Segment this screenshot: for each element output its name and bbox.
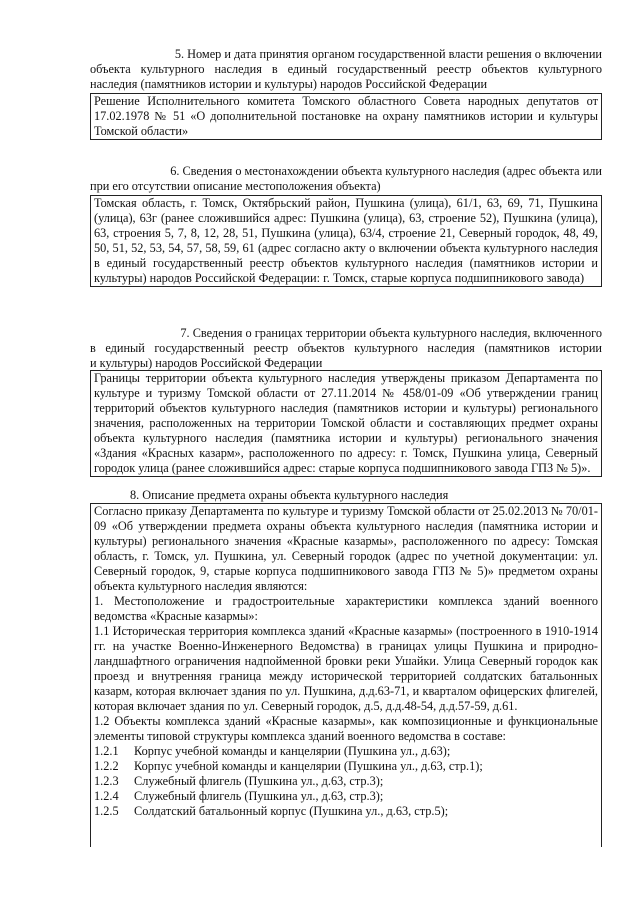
section-7-heading-line-3: и культуры) народов Российской Федерации (90, 356, 323, 370)
section-6-heading-line-1: 6. Сведения о местонахождении объекта культурного наследия (адрес объекта или (170, 164, 602, 178)
section-7-box (90, 370, 602, 477)
list-item-text: Корпус учебной команды и канцелярии (Пушкина ул., д.63); (134, 744, 451, 758)
list-item (94, 759, 598, 774)
section-8-paragraph-1-1: 1.1 Историческая территория комплекса зданий «Красные казармы» (построенного в 1910-1914 гг. на участке Военно-Инженерного Ведомства) в границах улицы Пушкина и природно-ландшафтного ограничения надпойменной бровки реки Ушайки. Улица Северный городок как проезд и внутренняя граница между исторической территорией солдатских батальонных казарм, которая включает здания по ул. Пушкина, д.д.63-71, и кварталом офицерских флигелей, которая включает здания по ул. Северный городок, д.5, д.д.48-54, д.д.57-59, д.61. (94, 624, 598, 713)
list-item-number: 1.2.4 (94, 789, 119, 803)
section-7-heading-line-1: 7. Сведения о границах территории объекта культурного наследия, включенного (180, 326, 602, 340)
section-8-box (90, 503, 602, 847)
section-5-heading-line-1: 5. Номер и дата принятия органом государственной власти решения о включении (174, 47, 602, 61)
section-5-heading (90, 47, 602, 92)
list-item (94, 804, 598, 819)
list-item-number: 1.2.2 (94, 759, 119, 773)
section-5-heading-line-2: объекта культурного наследия в единый государственный реестр объектов культурного (90, 62, 602, 76)
section-8-paragraph-1: 1. Местоположение и градостроительные характеристики комплекса зданий военного ведомства «Красные казармы»: (94, 594, 598, 623)
list-item-text: Служебный флигель (Пушкина ул., д.63, стр.3); (134, 789, 384, 803)
list-item-text: Служебный флигель (Пушкина ул., д.63, стр.3); (134, 774, 384, 788)
section-6-heading-line-2: при его отсутствии описание местоположения объекта) (90, 179, 381, 193)
section-8-heading: 8. Описание предмета охраны объекта культурного наследия (130, 488, 449, 502)
section-5-box (90, 93, 602, 140)
list-item-text: Солдатский батальонный корпус (Пушкина ул., д.63, стр.5); (134, 804, 449, 818)
section-6-box (90, 195, 602, 287)
section-8-intro: Согласно приказу Департамента по культуре и туризму Томской области от 25.02.2013 № 70/01-09 «Об утверждении предмета охраны объекта культурного наследия (памятника истории и культуры) регионального значения «Красные казармы», расположенного по адресу: Томская область, г. Томск, ул. Пушкина, ул. Северный городок (адрес по учетной документации: ул. Северный городок, 9, старые корпуса подшипникового завода ГПЗ № 5)» предметом охраны объекта культурного наследия являются: (94, 504, 598, 593)
section-6-heading (90, 164, 602, 194)
list-item-number: 1.2.3 (94, 774, 119, 788)
list-item-number: 1.2.5 (94, 804, 119, 818)
section-5-text: Решение Исполнительного комитета Томского областного Совета народных депутатов от 17.02.1978 № 51 «О дополнительной постановке на охрану памятников истории и культуры Томской области» (94, 94, 598, 138)
list-item (94, 744, 598, 759)
section-5-heading-line-3: наследия (памятников истории и культуры) народов Российской Федерации (90, 77, 488, 91)
list-item-number: 1.2.1 (94, 744, 119, 758)
section-7-heading-line-2: в единый государственный реестр объектов культурного наследия (памятников истории (90, 341, 602, 355)
list-item (94, 774, 598, 789)
section-6-text: Томская область, г. Томск, Октябрьский район, Пушкина (улица), 61/1, 63, 69, 71, Пушкина (улица), 63г (ранее сложившийся адрес: Пушкина (улица), 63, строение 52), Пушкина (улица), 63, строения 5, 7, 8, 12, 28, 51, Пушкина (улица), 63/4, строение 21, Северный городок, 48, 49, 50, 51, 52, 53, 54, 57, 58, 59, 61 (адрес согласно акту о включении объекта культурного наследия в единый государственный реестр объектов культурного наследия (памятников истории и культуры) народов Российской Федерации: г. Томск, старые корпуса подшипникового завода) (94, 196, 598, 285)
section-7-heading (90, 326, 602, 371)
section-8-paragraph-1-2: 1.2 Объекты комплекса зданий «Красные казармы», как композиционные и функциональные элементы типовой структуры комплекса зданий военного ведомства в составе: (94, 714, 598, 743)
list-item (94, 789, 598, 804)
section-7-text: Границы территории объекта культурного наследия утверждены приказом Департамента по культуре и туризму Томской области от 27.11.2014 № 458/01-09 «Об утверждении границ территорий объектов культурного наследия (памятников истории и культуры) регионального значения, расположенных на территории Томской области и составляющих предмет охраны объекта культурного наследия (памятника истории и культуры) регионального значения «Здания «Красных казарм», расположенного по адресу: г. Томск, Пушкина улица, Северный городок улица (ранее сложившийся адрес: старые корпуса подшипникового завода ГПЗ № 5)». (94, 371, 598, 475)
list-item-text: Корпус учебной команды и канцелярии (Пушкина ул., д.63, стр.1); (134, 759, 483, 773)
